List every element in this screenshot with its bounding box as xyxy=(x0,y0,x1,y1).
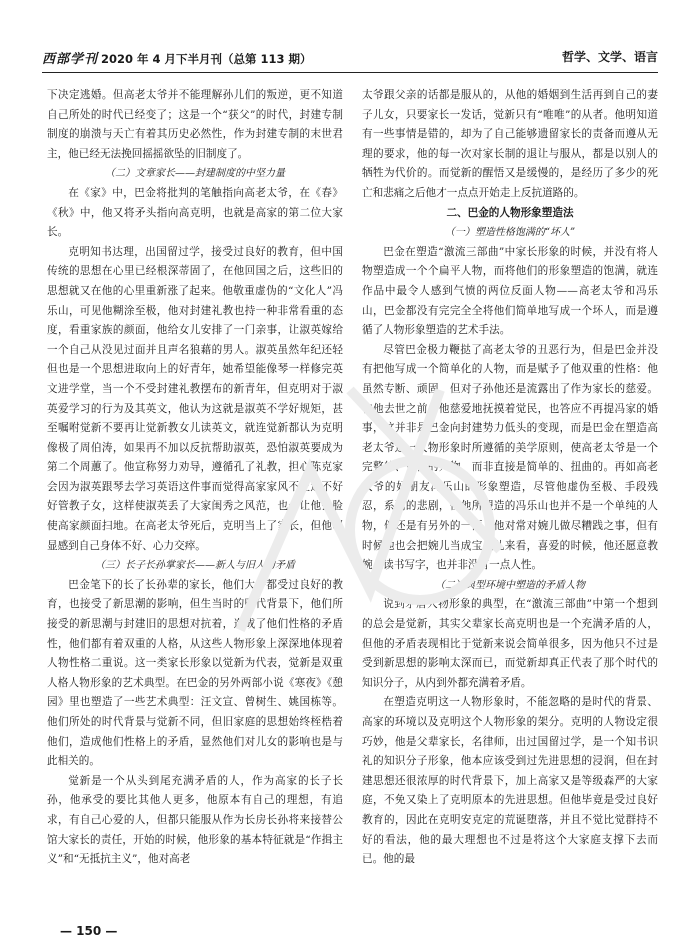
paragraph: 尽管巴金极力鞭挞了高老太爷的丑恶行为，但是巴金并没有把他写成一个简单化的人物，而是赋予了他双重的性格：他虽然专断、顽固，但对子孙他还是流露出了作为家长的慈爱。在他去世之前，他慈爱地抚摸着觉民，也答应不再提冯家的婚事，这并非是巴金向封建势力低头的变现，而是巴金在塑造高老太爷这一人物形象时所遵循的美学原则，使高老太爷是一个完整的、饱满的人物，而非直接是简单的、扭曲的。再如高老太爷的好朋友冯乐山的形象塑造，尽管他虚伪至极、手段残忍，系列的悲剧，但他所塑造的冯乐山也并不是一个单纯的人物，他还是有另外的一面，他对常对婉儿做尽糟践之事，但有时候他也会把婉儿当成宝贝儿来看，喜爱的时候，他还愿意教婉儿读书写字，也并非没有一点人性。 xyxy=(362,343,658,572)
left-column xyxy=(47,86,343,870)
page-header xyxy=(42,42,658,73)
page-number: — 150 — xyxy=(60,924,118,938)
paragraph: 觉新是一个从头到尾充满矛盾的人，作为高家的长子长孙，他承受的要比其他人更多，他原本有自己的理想，有追求，有自己心爱的人，但都只能服从作为长房长孙将来接替公馆大家长的责任，开始的时候，他形象的基本特征就是“作揖主义”和“无抵抗主义”，他对高老 xyxy=(47,774,343,866)
right-column xyxy=(362,86,658,870)
section-heading: 二、巴金的人物形象塑造法 xyxy=(446,206,574,219)
journal-issue: 2020 年 4 月下半月刊（总第 113 期） xyxy=(101,52,312,66)
paragraph: 在《家》中，巴金将批判的笔触指向高老太爷，在《春》《秋》中，他又将矛头指向高克明，也就是高家的第二位大家长。 xyxy=(47,186,343,239)
paragraph: 下决定逃婚。但高老太爷并不能理解孙儿们的叛逆，更不知道自己所处的时代已经变了；这是一个“获父”的时代，封建专制制度的崩溃与天亡有着其历史必然性，作为封建专制的末世君主，他已经无法挽回摇摇欲坠的旧制度了。 xyxy=(47,89,343,160)
paragraph: 说到矛盾人物形象的典型，在“激流三部曲”中第一个想到的总会是觉新，其实父辈家长高克明也是一个充满矛盾的人，但他的矛盾表现相比于觉新来说会简单很多，因为他只不过是受到新思想的影响太深而已，而觉新却真正代表了那个时代的知识分子，从内到外都充满着矛盾。 xyxy=(362,598,658,689)
subsection-heading: （二）文章家长——封建制度的中坚力量 xyxy=(105,168,285,180)
paragraph: 巴金笔下的长了长孙辈的家长，他们大多都受过良好的教育，也接受了新思潮的影响，但生当时的时代背景下，他们所接受的新思潮与封建旧的思想对抗着，造成了他们性格的矛盾性，他们都有着双重的人格，从这些人物形象上深深地体现着人物性格二重说。这一类家长形象以觉新为代表，觉新是双重人格人物形象的艺术典型。在巴金的另外两部小说《寒夜》《憩园》里也塑造了一些艺术典型：汪文宣、曾树生、姚国栋等。他们所处的时代背景与觉新不同，但旧家庭的思想始终桎梏着他们，造成他们性格上的矛盾，显然他们对儿女的影响也是与此相关的。 xyxy=(47,578,343,768)
paragraph: 巴金在塑造“激流三部曲”中家长形象的时候，并没有将人物塑造成一个个扁平人物，而将他们的形象塑造的饱满，就连作品中最令人感到气愤的两位反面人物——高老太爷和冯乐山，巴金都没有完完全全将他们简单地写成一个坏人，而是遵循了人物形象塑造的艺术手法。 xyxy=(362,245,658,337)
paragraph: 在塑造克明这一人物形象时，不能忽略的是时代的背景、高家的环境以及克明这个人物形象的架分。克明的人物设定很巧妙，他是父辈家长，名律师，出过国留过学，是一个知书识礼的知识分子形象，他本应该受到过先进思想的浸润，但在封建思想还很浓厚的时代背景下，加上高家又是等级森严的大家庭，不免又染上了克明原本的先进思想。但他毕竟是受过良好教育的，因此在克明安克定的荒诞堕落，并且不觉比觉群持不好的看法，他的最大理想也不过是将这个大家庭支撑下去而已。他的最 xyxy=(362,696,658,866)
journal-logo: 西部学刊 xyxy=(42,52,99,67)
paragraph: 克明知书达理，出国留过学，接受过良好的教育，但中国传统的思想在心里已经根深蒂固了，在他回国之后，这些旧的思想就又在他的心里重新涨了起来。他敬重虚伪的“文化人”冯乐山，可见他糊涂至极，他对封建礼教也持一种非常看重的态度，看重家族的颜面，他给女儿安排了一门亲事，让淑英嫁给一个自己从没见过面并且声名狼藉的男人。淑英虽然年纪还轻但也是一个思想进取向上的好青年，她希望能像琴一样修完英文进学堂，当一个不受封建礼教摆布的新青年，但克明对于淑英爱学习的行为及其英文，他认为这就是淑英不学好规矩，甚至嘱咐觉新不要再让觉新教女儿读英文，就连觉新都认为克明像极了周伯涛，如果再不加以反抗帮助淑英，恐怕淑英要成为第二个周蕙了。他宣称努力劝导，遵循孔了礼教，担心陈克家会因为淑英跟琴去学习英语这件事而觉得高家家风不正还不好好管教子女，这样使淑英丢了大家闺秀之风范，也会让他丢脸使高家颜面扫地。在高老太爷死后，克明当上了家长，但他明显感到自己身体不好、心力交瘁。 xyxy=(47,245,343,552)
section-title: 哲学、文学、语言 xyxy=(561,50,658,64)
journal-title xyxy=(42,48,312,67)
subsection-heading: （三）长子长孙掌家长——新人与旧人的矛盾 xyxy=(95,560,295,572)
subsection-heading: （二）典型环境中塑造的矛盾人物 xyxy=(435,579,585,591)
subsection-heading: （一）塑造性格饱满的“坏人” xyxy=(444,227,576,239)
paragraph: 太爷跟父亲的话都是服从的，从他的婚姻到生活再到自己的妻子儿女，只要家长一发话，觉新只有“唯唯”的从者。他明知道有一些事情是错的，却为了自己能够遗留家长的责备而遵从无理的要求，他的每一次对家长制的退让与服从，都是以别人的牺牲为代价的。而觉新的醒悟又是缓慢的，是经历了多少的死亡和悲痛之后他才一点点开始走上反抗道路的。 xyxy=(362,89,658,199)
